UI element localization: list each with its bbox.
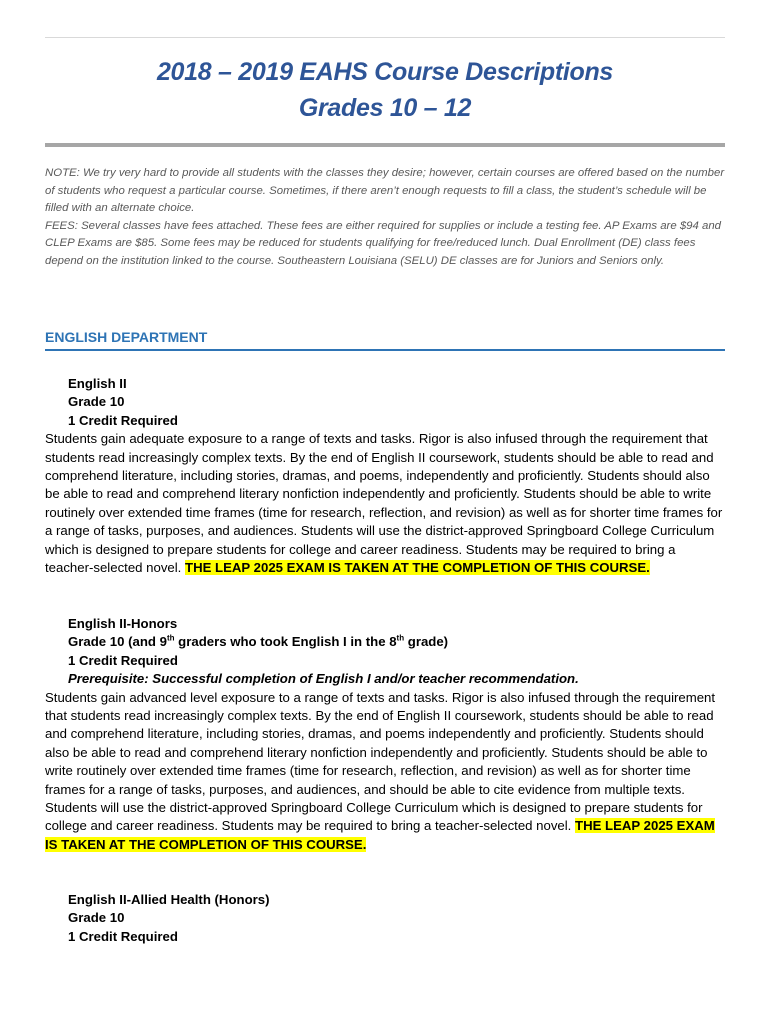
course-grade: Grade 10 xyxy=(68,910,125,926)
fees-paragraph: FEES: Several classes have fees attached. These fees are either required for supplies or include a testing fee. AP Exams are $94 and CLEP Exams are $85. Some fees may be reduced for students qualifying for free/reduced lunch. Dual Enrollment (DE) class fees depend on the institution linked to the course. Southeastern Louisiana (SELU) DE classes are for Juniors and Seniors only. xyxy=(45,219,722,267)
top-divider xyxy=(45,37,725,38)
course-description xyxy=(45,689,725,855)
course-description xyxy=(45,430,725,577)
course-english-ii-honors xyxy=(45,615,725,854)
description-text: Students gain adequate exposure to a range of texts and tasks. Rigor is also infused through the requirement that students read increasingly complex texts. By the end of English II coursework, students should be able to read and comprehend literature, including stories, dramas, and poems, independently and proficiently. Students should also be able to read and comprehend literary nonfiction independently and proficiently. Students should be able to write routinely over extended time frames (time for research, reflection, and revision) as well as for shorter time frames for a range of tasks, purposes, and audiences. Students will use the district-approved Springboard College Curriculum which is designed to prepare students for college and career readiness. Students may be required to bring a teacher-selected novel. xyxy=(45,431,723,576)
course-grade: Grade 10 (and 9th graders who took English I in the 8th grade) xyxy=(68,634,449,650)
department-heading: ENGLISH DEPARTMENT xyxy=(45,327,725,351)
course-english-ii-allied-health xyxy=(45,891,725,946)
course-grade: Grade 10 xyxy=(68,394,125,410)
page-title xyxy=(45,54,725,126)
description-text: Students gain advanced level exposure to a range of texts and tasks. Rigor is also infused through the requirement that students read increasingly complex texts. By the end of English II coursework, students should be able to read and comprehend literature, including stories, dramas, and poems independently and proficiently. Students should also be able to read and comprehend literary nonfiction independently and proficiently. Students should be able to write routinely over extended time frames (time for research, reflection, and revision) as well as for shorter time frames for a range of tasks, purposes, and audiences, and should be able to cite evidence from multiple texts. Students will use the district-approved Springboard College Curriculum which is designed to prepare students for college and career readiness. Students may be required to bring a teacher-selected novel. xyxy=(45,689,716,834)
course-name: English II xyxy=(68,376,127,391)
course-credit: 1 Credit Required xyxy=(68,412,178,428)
course-credit: 1 Credit Required xyxy=(68,928,178,944)
leap-exam-highlight: THE LEAP 2025 EXAM IS TAKEN AT THE COMPLETION OF THIS COURSE. xyxy=(45,818,715,852)
course-name: English II-Allied Health (Honors) xyxy=(68,892,270,907)
note-paragraph: NOTE: We try very hard to provide all students with the classes they desire; however, certain courses are offered based on the number of students who request a particular course. Sometimes, if there aren’t enough requests to fill a class, the student’s schedule will be filled with an alternate choice. xyxy=(45,167,725,215)
course-credit: 1 Credit Required xyxy=(68,652,178,668)
course-english-ii xyxy=(45,375,725,577)
note-block xyxy=(45,165,725,271)
title-divider xyxy=(45,143,725,147)
course-name: English II-Honors xyxy=(68,616,178,631)
course-prerequisite: Prerequisite: Successful completion of English I and/or teacher recommendation. xyxy=(68,671,579,687)
title-line-2: Grades 10 – 12 xyxy=(298,94,472,122)
title-line-1: 2018 – 2019 EAHS Course Descriptions xyxy=(156,58,614,86)
leap-exam-highlight: THE LEAP 2025 EXAM IS TAKEN AT THE COMPLETION OF THIS COURSE. xyxy=(185,560,650,576)
